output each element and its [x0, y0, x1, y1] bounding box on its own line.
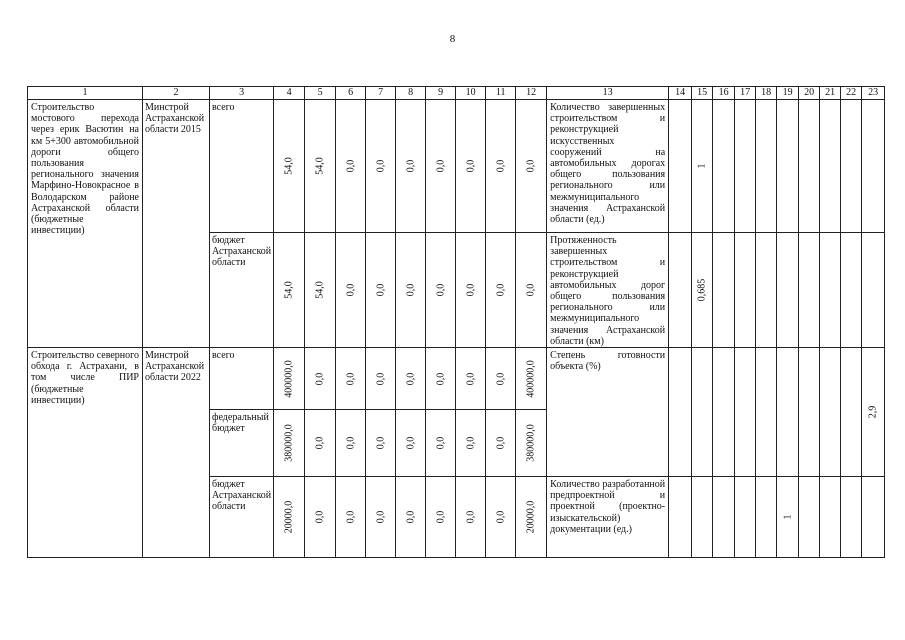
value: 0,0 [435, 510, 447, 524]
col-header: 2 [143, 87, 210, 100]
funding-source-cell [210, 100, 274, 233]
funding-source-cell [210, 410, 274, 477]
value: 0,0 [495, 372, 507, 385]
value-cell [426, 348, 456, 410]
value-cell [426, 477, 456, 558]
funding-source: всего [212, 102, 235, 113]
value: 54,0 [283, 281, 295, 299]
indicator-value: 1 [696, 163, 708, 169]
col-header: 12 [516, 87, 547, 100]
executor-cell [143, 100, 210, 348]
value: 400000,0 [283, 359, 295, 398]
value-cell [396, 100, 426, 233]
value-cell [366, 410, 396, 477]
value-cell [274, 477, 305, 558]
value: 0,0 [495, 159, 507, 173]
value: 0,0 [435, 436, 447, 450]
col-header: 14 [669, 87, 692, 100]
empty-cell [799, 233, 820, 348]
value-cell [516, 348, 547, 410]
value: 0,0 [405, 510, 417, 524]
empty-cell [692, 477, 713, 558]
col-header: 18 [756, 87, 777, 100]
value: 0,0 [495, 283, 507, 297]
executor-cell [143, 348, 210, 558]
empty-cell [777, 348, 799, 477]
value: 0,0 [314, 372, 326, 385]
indicator-text: Количество завершенных строительством и реконструкцией искусственных сооружений на автомобильных дорогах общего пользования регионального или межмуниципального значения Астраханской области (ед.) [550, 102, 666, 226]
value: 20000,0 [525, 500, 537, 534]
empty-cell [841, 348, 862, 477]
value-cell [456, 410, 486, 477]
funding-source: бюджет Астраханской области [212, 235, 272, 269]
indicator-cell [547, 477, 669, 558]
table-row [28, 100, 885, 233]
value-cell [274, 100, 305, 233]
value: 54,0 [314, 281, 326, 299]
value-cell [366, 348, 396, 410]
empty-cell [841, 100, 862, 233]
value-cell [516, 410, 547, 477]
value: 0,0 [495, 436, 507, 450]
value-cell [456, 477, 486, 558]
value: 0,0 [465, 372, 477, 385]
empty-cell [841, 233, 862, 348]
empty-cell [692, 348, 713, 477]
empty-cell [799, 100, 820, 233]
value: 380000,0 [283, 424, 295, 462]
col-header: 6 [336, 87, 366, 100]
value: 0,0 [435, 372, 447, 385]
value-cell [456, 100, 486, 233]
empty-cell [669, 233, 692, 348]
funding-source: бюджет Астраханской области [212, 479, 272, 513]
measure-name-cell [28, 348, 143, 558]
value-cell [456, 233, 486, 348]
empty-cell [756, 348, 777, 477]
measure-name: Строительство северного обхода г. Астрахани, в том числе ПИР (бюджетные инвестиции) [31, 350, 140, 406]
empty-cell [735, 477, 756, 558]
value: 0,0 [345, 510, 357, 524]
empty-cell [799, 477, 820, 558]
value-cell [426, 233, 456, 348]
empty-cell [777, 100, 799, 233]
value-cell [366, 477, 396, 558]
value: 0,0 [465, 159, 477, 173]
measure-name: Строительство мостового перехода через ерик Васютин на км 5+300 автомобильной дороги общего пользования регионального значения Марфино-Новокрасное в Володарском районе Астраханской области (бюджетные инвестиции) [31, 102, 139, 237]
value-cell [274, 348, 305, 410]
col-header: 15 [692, 87, 713, 100]
measure-name-cell [28, 100, 143, 348]
value: 20000,0 [283, 500, 295, 534]
empty-cell [669, 348, 692, 477]
value-cell [336, 477, 366, 558]
value: 0,0 [405, 372, 417, 385]
indicator-text: Степень готовности объекта (%) [550, 350, 666, 373]
funding-source: всего [212, 350, 235, 362]
empty-cell [713, 100, 735, 233]
col-header: 7 [366, 87, 396, 100]
funding-source-cell [210, 348, 274, 410]
indicator-text: Протяженность завершенных строительством и реконструкцией автомобильных дорог общего пользования регионального или межмуниципального значения Астраханской области (км) [550, 235, 666, 347]
empty-cell [862, 100, 885, 233]
value-cell [274, 410, 305, 477]
col-header: 19 [777, 87, 799, 100]
value-cell [486, 477, 516, 558]
col-header: 9 [426, 87, 456, 100]
value-cell [426, 410, 456, 477]
value: 0,0 [345, 159, 357, 173]
value-cell [305, 477, 336, 558]
indicator-cell [547, 233, 669, 348]
empty-cell [862, 233, 885, 348]
indicator-cell [547, 100, 669, 233]
value: 0,0 [375, 436, 387, 450]
program-table [27, 86, 885, 558]
value-cell [396, 410, 426, 477]
indicator-value-cell [692, 100, 713, 233]
empty-cell [735, 233, 756, 348]
value-cell [336, 348, 366, 410]
value: 0,0 [345, 283, 357, 297]
value-cell [336, 410, 366, 477]
col-header: 5 [305, 87, 336, 100]
value-cell [486, 233, 516, 348]
empty-cell [713, 233, 735, 348]
empty-cell [756, 100, 777, 233]
value: 0,0 [314, 510, 326, 524]
header-row [28, 87, 885, 100]
value: 0,0 [375, 510, 387, 524]
indicator-value: 2,9 [867, 405, 879, 419]
value: 0,0 [405, 436, 417, 450]
col-header: 3 [210, 87, 274, 100]
value: 54,0 [314, 157, 326, 175]
value: 0,0 [405, 283, 417, 297]
funding-source-cell [210, 233, 274, 348]
value: 0,0 [345, 436, 357, 450]
value-cell [396, 477, 426, 558]
value: 54,0 [283, 157, 295, 175]
empty-cell [669, 477, 692, 558]
empty-cell [777, 233, 799, 348]
value-cell [366, 233, 396, 348]
empty-cell [669, 100, 692, 233]
indicator-value-cell [692, 233, 713, 348]
col-header: 23 [862, 87, 885, 100]
col-header: 1 [28, 87, 143, 100]
value-cell [516, 477, 547, 558]
col-header: 17 [735, 87, 756, 100]
value: 380000,0 [525, 424, 537, 462]
col-header: 20 [799, 87, 820, 100]
value: 0,0 [375, 372, 387, 385]
value-cell [486, 348, 516, 410]
value-cell [305, 100, 336, 233]
empty-cell [713, 477, 735, 558]
value: 0,0 [405, 159, 417, 173]
value-cell [486, 100, 516, 233]
value-cell [516, 233, 547, 348]
value: 0,0 [435, 159, 447, 173]
value: 0,0 [465, 436, 477, 450]
value-cell [426, 100, 456, 233]
value: 0,0 [375, 283, 387, 297]
col-header: 21 [820, 87, 841, 100]
value-cell [486, 410, 516, 477]
value: 0,0 [525, 159, 537, 173]
indicator-value-cell [862, 348, 885, 477]
value-cell [305, 410, 336, 477]
empty-cell [735, 348, 756, 477]
executor: Минстрой Астраханской области 2015 [145, 102, 205, 136]
value-cell [396, 348, 426, 410]
value-cell [274, 233, 305, 348]
value: 0,0 [465, 510, 477, 524]
page-number: 8 [449, 33, 456, 45]
value-cell [336, 100, 366, 233]
indicator-text: Количество разработанной предпроектной и проектной (проектно-изыскательской) документации (ед.) [550, 479, 666, 535]
col-header: 16 [713, 87, 735, 100]
empty-cell [756, 477, 777, 558]
value-cell [516, 100, 547, 233]
empty-cell [799, 348, 820, 477]
value: 0,0 [345, 372, 357, 385]
indicator-value: 0,685 [696, 278, 708, 302]
empty-cell [820, 477, 841, 558]
executor: Минстрой Астраханской области 2022 [145, 350, 205, 384]
col-header: 10 [456, 87, 486, 100]
value: 0,0 [314, 436, 326, 450]
col-header: 4 [274, 87, 305, 100]
value-cell [396, 233, 426, 348]
indicator-cell [547, 348, 669, 477]
value-cell [456, 348, 486, 410]
col-header: 13 [547, 87, 669, 100]
value: 400000,0 [525, 359, 537, 398]
empty-cell [820, 233, 841, 348]
empty-cell [862, 477, 885, 558]
value: 0,0 [495, 510, 507, 524]
indicator-value: 1 [782, 514, 794, 520]
funding-source-cell [210, 477, 274, 558]
empty-cell [820, 100, 841, 233]
indicator-value-cell [777, 477, 799, 558]
table-row [28, 348, 885, 410]
empty-cell [841, 477, 862, 558]
value-cell [305, 348, 336, 410]
col-header: 8 [396, 87, 426, 100]
empty-cell [756, 233, 777, 348]
empty-cell [735, 100, 756, 233]
value: 0,0 [465, 283, 477, 297]
value: 0,0 [375, 159, 387, 173]
col-header: 11 [486, 87, 516, 100]
empty-cell [820, 348, 841, 477]
empty-cell [713, 348, 735, 477]
funding-source: федеральный бюджет [212, 412, 269, 435]
value-cell [336, 233, 366, 348]
value: 0,0 [525, 283, 537, 297]
value-cell [305, 233, 336, 348]
value-cell [366, 100, 396, 233]
value: 0,0 [435, 283, 447, 297]
col-header: 22 [841, 87, 862, 100]
